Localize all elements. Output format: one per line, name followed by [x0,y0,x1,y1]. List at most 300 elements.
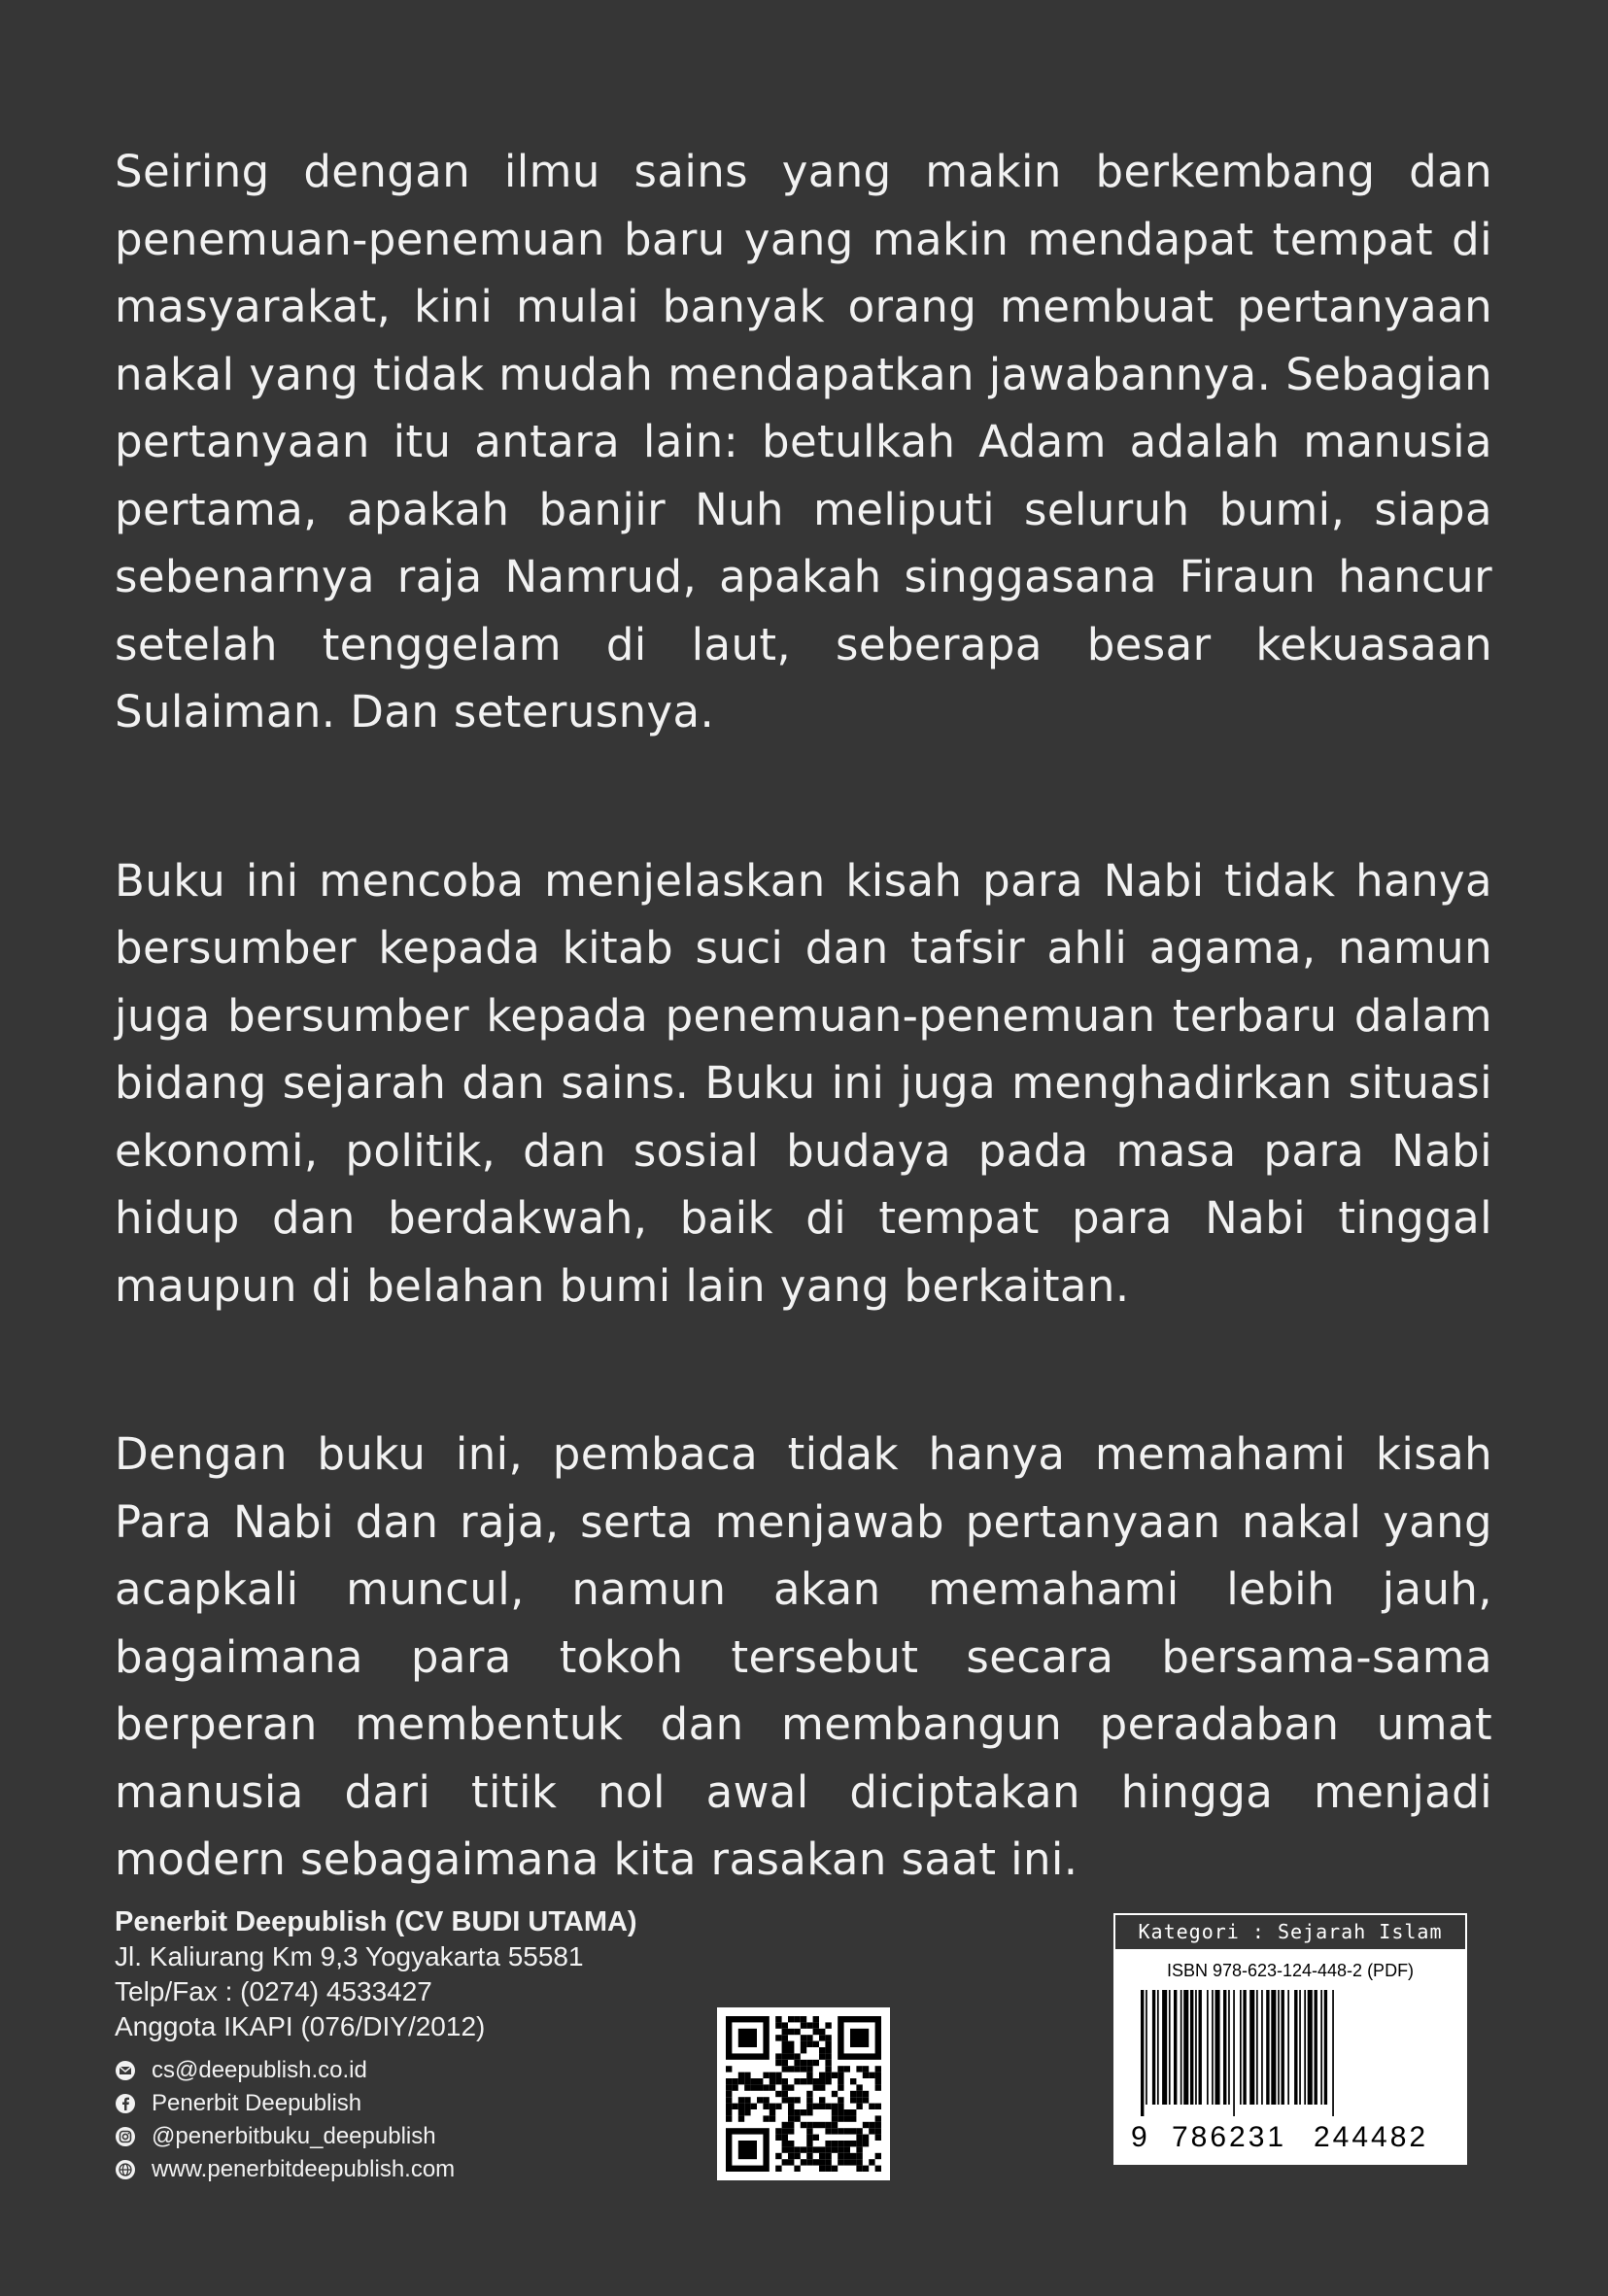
qr-module [794,2016,800,2022]
qr-module [782,2128,788,2134]
qr-module [806,2135,812,2141]
qr-module [856,2128,862,2134]
qr-module [832,2146,838,2152]
qr-module [775,2035,781,2040]
barcode-bar [1190,1990,1193,2105]
qr-module [806,2159,812,2165]
qr-module [856,2084,862,2090]
qr-module [832,2073,838,2078]
qr-module [801,2041,806,2047]
qr-module [744,2073,750,2078]
barcode-bar [1271,1990,1276,2105]
qr-module [875,2166,881,2172]
barcode-bar [1180,1990,1182,2105]
qr-module [788,2128,794,2134]
qr-module [825,2141,831,2146]
qr-module [757,2078,763,2084]
contact-website-text: www.penerbitdeepublish.com [152,2156,456,2182]
qr-module [863,2091,869,2097]
qr-module [801,2047,806,2053]
qr-module [806,2091,812,2097]
qr-module [794,2053,800,2059]
qr-module [875,2104,881,2109]
qr-module [806,2104,812,2109]
qr-module [838,2104,843,2109]
isbn-box [1113,1913,1467,2165]
qr-module [875,2073,881,2078]
qr-module [782,2141,788,2146]
qr-module [775,2078,781,2084]
qr-module [782,2053,788,2059]
qr-module [819,2035,825,2040]
qr-module [813,2159,819,2165]
qr-module [770,2115,775,2121]
qr-finder-pattern [850,2029,869,2047]
qr-module [801,2159,806,2165]
qr-module [838,2084,843,2090]
qr-module [825,2035,831,2040]
qr-module [844,2128,850,2134]
qr-module [825,2060,831,2066]
qr-module [775,2135,781,2141]
qr-module [770,2078,775,2084]
barcode-bar [1266,1990,1269,2105]
qr-module [782,2159,788,2165]
qr-module [806,2109,812,2115]
qr-module [806,2035,812,2040]
barcode-bar [1320,1990,1322,2105]
qr-module [819,2073,825,2078]
barcode-bar [1287,1990,1289,2105]
qr-module [794,2078,800,2084]
qr-module [770,2084,775,2090]
qr-module [738,2073,744,2078]
qr-module [775,2073,781,2078]
barcode-bar [1240,1990,1242,2105]
qr-module [732,2084,737,2090]
qr-module [825,2104,831,2109]
qr-module [832,2122,838,2128]
qr-module [788,2047,794,2053]
qr-module [819,2159,825,2165]
qr-module [813,2146,819,2152]
qr-module [726,2115,732,2121]
qr-module [788,2066,794,2072]
qr-module [875,2135,881,2141]
qr-module [738,2109,744,2115]
blurb-paragraph-1: Seiring dengan ilmu sains yang makin berkembang dan penemuan-penemuan baru yang makin mendapat tempat di masyarakat, kini mulai banyak orang membuat pertanyaan nakal yang tidak mudah mendapatkan jawabannya. Sebagian pertanyaan itu antara lain: betulkah Adam adalah manusia pertama, apakah banjir Nuh meliputi seluruh bumi, siapa sebenarnya raja Namrud, apakah singgasana Firaun hancur setelah tenggelam di laut, seberapa besar kekuasaan Sulaiman. Dan seterusnya. [115,146,1492,737]
qr-module [726,2084,732,2090]
blurb-text [115,138,1492,1995]
qr-module [856,2159,862,2165]
qr-module [813,2135,819,2141]
contact-instagram-text: @penerbitbuku_deepublish [152,2123,436,2149]
qr-module [819,2104,825,2109]
qr-module [819,2146,825,2152]
qr-module [757,2084,763,2090]
qr-module [825,2041,831,2047]
qr-module [863,2122,869,2128]
qr-module [763,2084,769,2090]
qr-module [794,2109,800,2115]
qr-module [788,2053,794,2059]
qr-module [801,2109,806,2115]
qr-module [782,2060,788,2066]
qr-module [813,2104,819,2109]
qr-module [763,2104,769,2109]
qr-module [819,2166,825,2172]
qr-module [726,2066,732,2072]
qr-module [844,2115,850,2121]
qr-module [813,2016,819,2022]
qr-module [825,2073,831,2078]
qr-module [782,2097,788,2103]
qr-module [856,2097,862,2103]
qr-module [869,2159,874,2165]
qr-module [825,2122,831,2128]
publisher-contacts [115,2054,717,2186]
qr-module [844,2153,850,2159]
barcode-bar [1249,1990,1254,2105]
qr-module [806,2041,812,2047]
qr-module [838,2073,843,2078]
qr-module [726,2104,732,2109]
qr-module [832,2109,838,2115]
qr-module [813,2022,819,2028]
qr-module [850,2159,856,2165]
qr-module [813,2078,819,2084]
qr-module [825,2153,831,2159]
publisher-info [115,1904,717,2186]
qr-module [726,2109,732,2115]
qr-module [850,2097,856,2103]
qr-module [838,2128,843,2134]
qr-module [863,2135,869,2141]
qr-module [825,2022,831,2028]
qr-module [738,2104,744,2109]
barcode-bar [1199,1990,1202,2105]
qr-module [788,2097,794,2103]
qr-module [819,2122,825,2128]
instagram-icon [115,2126,136,2147]
qr-module [782,2066,788,2072]
qr-module [856,2166,862,2172]
qr-module [869,2128,874,2134]
qr-module [838,2097,843,2103]
qr-module [751,2078,757,2084]
qr-module [744,2084,750,2090]
publisher-membership: Anggota IKAPI (076/DIY/2012) [115,2011,486,2041]
barcode-bar [1157,1990,1159,2105]
email-icon [115,2060,136,2081]
qr-module [738,2078,744,2084]
qr-module [875,2153,881,2159]
qr-module [775,2016,781,2022]
qr-module [794,2060,800,2066]
contact-facebook-text: Penerbit Deepublish [152,2090,362,2116]
barcode-bar [1162,1990,1167,2105]
qr-module [844,2066,850,2072]
qr-module [770,2073,775,2078]
qr-module [782,2084,788,2090]
qr-module [856,2135,862,2141]
barcode-bar [1212,1990,1214,2105]
qr-module [850,2091,856,2097]
qr-module [744,2097,750,2103]
qr-module [844,2146,850,2152]
qr-module [770,2109,775,2115]
qr-module [757,2097,763,2103]
qr-module [726,2078,732,2084]
qr-module [844,2159,850,2165]
qr-module [819,2053,825,2059]
contact-facebook[interactable] [115,2087,717,2120]
qr-module [788,2041,794,2047]
publisher-name: Penerbit Deepublish (CV BUDI UTAMA) [115,1906,637,1937]
barcode-bar [1299,1990,1301,2105]
barcode-bar [1215,1990,1220,2105]
qr-module [788,2122,794,2128]
qr-module [869,2073,874,2078]
barcode-bar [1243,1990,1246,2105]
qr-module [819,2084,825,2090]
qr-module [875,2078,881,2084]
barcode-area [1113,1951,1467,2165]
qr-module [744,2109,750,2115]
qr-module [806,2146,812,2152]
qr-module [806,2066,812,2072]
barcode-bar [1332,1990,1334,2116]
qr-module [788,2029,794,2035]
barcode-bar [1207,1990,1209,2105]
qr-module [832,2104,838,2109]
qr-module [732,2078,737,2084]
contact-email[interactable] [115,2054,717,2087]
qr-module [794,2115,800,2121]
qr-module [806,2022,812,2028]
qr-module [751,2084,757,2090]
category-label: Kategori : Sejarah Islam [1113,1913,1467,1951]
qr-module [863,2166,869,2172]
qr-module [819,2078,825,2084]
qr-module [726,2091,732,2097]
qr-module [806,2128,812,2134]
qr-module [825,2166,831,2172]
qr-module [850,2078,856,2084]
qr-module [838,2115,843,2121]
qr-module [838,2109,843,2115]
qr-module [806,2073,812,2078]
qr-module [819,2097,825,2103]
qr-module [775,2053,781,2059]
qr-module [801,2022,806,2028]
qr-module [838,2141,843,2146]
publisher-address: Jl. Kaliurang Km 9,3 Yogyakarta 55581 [115,1941,584,1971]
qr-module [825,2146,831,2152]
qr-module [782,2078,788,2084]
barcode-bar [1256,1990,1258,2105]
barcode [1133,1990,1448,2121]
qr-module [850,2128,856,2134]
qr-module [806,2141,812,2146]
qr-module [838,2146,843,2152]
qr-module [819,2029,825,2035]
qr-module [782,2029,788,2035]
qr-module [794,2153,800,2159]
qr-module [838,2078,843,2084]
qr-module [751,2104,757,2109]
qr-module [763,2097,769,2103]
qr-module [788,2084,794,2090]
qr-module [813,2041,819,2047]
globe-icon [115,2159,136,2180]
qr-module [744,2104,750,2109]
qr-module [856,2066,862,2072]
barcode-digits-right: 244482 [1314,2121,1429,2153]
qr-module [794,2097,800,2103]
qr-module [782,2022,788,2028]
qr-module [782,2091,788,2097]
barcode-bar [1261,1990,1263,2105]
qr-module [782,2047,788,2053]
barcode-digit-first: 9 [1131,2121,1147,2153]
qr-module [775,2091,781,2097]
qr-module [869,2104,874,2109]
qr-module [875,2115,881,2121]
contact-website[interactable] [115,2153,717,2186]
barcode-bar [1223,1990,1226,2105]
qr-module [732,2104,737,2109]
qr-module [770,2104,775,2109]
qr-module [875,2122,881,2128]
qr-module [801,2035,806,2040]
qr-module [726,2097,732,2103]
blurb-paragraph-2: Buku ini mencoba menjelaskan kisah para Nabi tidak hanya bersumber kepada kitab suci dan tafsir ahli agama, namun juga bersumber kepada penemuan-penemuan terbaru dalam bidang sejarah dan sains. Buku ini juga menghadirkan situasi ekonomi, politik, dan sosial budaya pada masa para Nabi hidup dan berdakwah, baik di tempat para Nabi tinggal maupun di belahan bumi lain yang berkaitan. [115,854,1492,1312]
contact-instagram[interactable] [115,2120,717,2153]
qr-module [863,2141,869,2146]
qr-module [819,2047,825,2053]
qr-module [788,2104,794,2109]
qr-module [763,2073,769,2078]
barcode-bar [1233,1990,1235,2116]
qr-finder-pattern [738,2029,757,2047]
qr-module [794,2066,800,2072]
barcode-bar [1174,1990,1177,2105]
qr-module [856,2104,862,2109]
qr-module [806,2078,812,2084]
qr-module [832,2166,838,2172]
qr-module [813,2029,819,2035]
qr-module [744,2078,750,2084]
qr-module [875,2128,881,2134]
qr-module [775,2153,781,2159]
qr-module [801,2078,806,2084]
qr-module [801,2146,806,2152]
qr-module [844,2109,850,2115]
qr-module [801,2066,806,2072]
qr-module [850,2109,856,2115]
qr-module [775,2104,781,2109]
qr-module [775,2060,781,2066]
qr-module [850,2115,856,2121]
qr-module [813,2084,819,2090]
qr-module [825,2078,831,2084]
qr-module [788,2141,794,2146]
qr-module [763,2115,769,2121]
qr-module [782,2035,788,2040]
qr-module [788,2159,794,2165]
qr-module [806,2153,812,2159]
qr-module [863,2097,869,2103]
qr-module [794,2146,800,2152]
barcode-bar [1294,1990,1297,2105]
qr-module [813,2060,819,2066]
qr-module [775,2128,781,2134]
qr-module [825,2159,831,2165]
qr-module [856,2091,862,2097]
qr-module [775,2166,781,2172]
qr-module [832,2115,838,2121]
facebook-icon [115,2093,136,2114]
qr-module [825,2066,831,2072]
qr-module [801,2122,806,2128]
publisher-phone: Telp/Fax : (0274) 4533427 [115,1976,432,2006]
qr-module [825,2128,831,2134]
qr-code [717,2007,890,2180]
barcode-bar [1278,1990,1280,2105]
qr-module [801,2016,806,2022]
qr-module [875,2084,881,2090]
qr-module [775,2022,781,2028]
qr-module [832,2128,838,2134]
qr-module [838,2153,843,2159]
qr-module [738,2115,744,2121]
barcode-bar [1169,1990,1171,2105]
qr-module [782,2135,788,2141]
qr-module [863,2073,869,2078]
qr-module [806,2122,812,2128]
barcode-bar [1141,1990,1144,2116]
barcode-bar [1282,1990,1284,2105]
blurb-paragraph-3: Dengan buku ini, pembaca tidak hanya memahami kisah Para Nabi dan raja, serta menjawab pertanyaan nakal yang acapkali muncul, namun akan memahami lebih jauh, bagaimana para tokoh tersebut secara bersama-sama berperan membentuk dan membangun peradaban umat manusia dari titik nol awal diciptakan hingga menjadi modern sebagaimana kita rasakan saat ini. [115,1428,1492,1885]
qr-module [832,2091,838,2097]
qr-module [869,2122,874,2128]
qr-module [856,2153,862,2159]
qr-module [838,2066,843,2072]
barcode-bar [1228,1990,1230,2105]
barcode-bar [1146,1990,1147,2105]
barcode-bar [1152,1990,1155,2105]
qr-module [788,2016,794,2022]
qr-module [788,2153,794,2159]
qr-module [838,2159,843,2165]
qr-module [788,2146,794,2152]
qr-module [875,2066,881,2072]
contact-email-text: cs@deepublish.co.id [152,2057,367,2083]
barcode-bar [1324,1990,1327,2105]
qr-module [782,2041,788,2047]
qr-module [844,2141,850,2146]
qr-module [794,2166,800,2172]
barcode-bar [1308,1990,1313,2105]
qr-module [801,2060,806,2066]
qr-module [813,2122,819,2128]
qr-module [806,2097,812,2103]
qr-module [819,2153,825,2159]
qr-module [788,2115,794,2121]
qr-module [794,2029,800,2035]
qr-module [856,2146,862,2152]
